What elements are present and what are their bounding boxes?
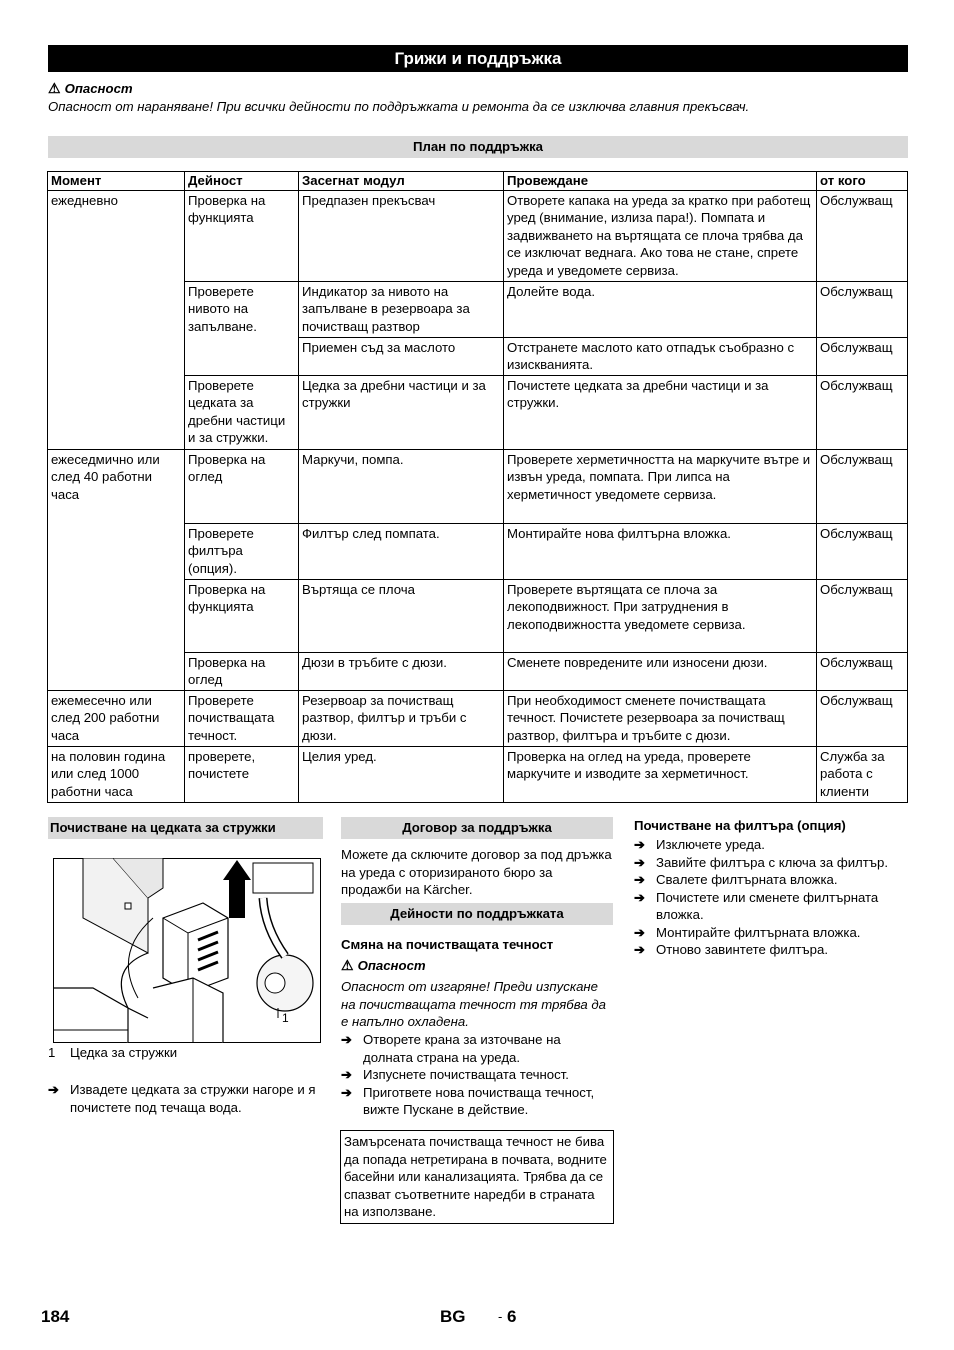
- page-number: 184: [41, 1307, 70, 1326]
- step-text: Отворете крана за източване на долната страна на уреда.: [363, 1032, 561, 1065]
- table-cell-moment: ежемесечно или след 200 работни часа: [48, 690, 185, 746]
- danger-text: Опасност от нараняване! При всички дейности по поддръжката и ремонта да се изключва главния прекъсвач.: [48, 98, 750, 114]
- table-cell-who: Обслужващ: [817, 579, 908, 652]
- strainer-illustration: [53, 858, 321, 1043]
- arrow-icon: ➔: [634, 889, 646, 905]
- contract-title: Договор за поддръжка: [341, 817, 613, 839]
- step-text: Свалете филтърната вложка.: [656, 872, 838, 887]
- danger-title: Опасност: [357, 958, 426, 973]
- strainer-cleaning-title: Почистване на цедката за стружки: [48, 817, 323, 839]
- table-cell-module: Цедка за дребни частици и за стружки: [299, 375, 504, 449]
- table-cell-module: Въртяща се плоча: [299, 579, 504, 652]
- step-text: Отново завинтете филтъра.: [656, 942, 829, 957]
- column-header: Дейност: [185, 172, 299, 191]
- danger-title: Опасност: [64, 81, 133, 96]
- table-cell-who: Обслужващ: [817, 375, 908, 449]
- table-cell-who: Обслужващ: [817, 690, 908, 746]
- table-row: [48, 190, 908, 281]
- table-row: [48, 690, 908, 746]
- step-text: Изключете уреда.: [656, 837, 765, 852]
- step-item: [634, 854, 909, 872]
- step-item: [634, 871, 909, 889]
- table-cell-module: Маркучи, помпа.: [299, 449, 504, 523]
- plan-title: План по поддръжка: [48, 136, 908, 158]
- arrow-icon: ➔: [341, 1032, 353, 1047]
- step-text: Извадете цедката за стружки нагоре и я почистете под течаща вода.: [70, 1082, 316, 1115]
- step-item: [341, 1084, 613, 1119]
- table-cell-activity: Проверете нивото на запълване.: [185, 281, 299, 375]
- section-title: Грижи и поддръжка: [48, 45, 908, 72]
- caption-number: 1: [48, 1045, 56, 1060]
- step-item: [634, 941, 909, 959]
- table-cell-activity: Проверка на функцията: [185, 579, 299, 652]
- step-text: Завийте филтъра с ключа за филтър.: [656, 854, 889, 870]
- table-cell-module: Приемен съд за маслото: [299, 337, 504, 375]
- table-cell-who: Обслужващ: [817, 337, 908, 375]
- table-cell-action: Проверете херметичността на маркучите вътре и извън уреда, помпата. При липса на херметичност уведомете сервиза.: [504, 449, 817, 523]
- table-cell-activity: Проверете почистващата течност.: [185, 690, 299, 746]
- arrow-icon: ➔: [634, 942, 646, 957]
- step-item: [634, 889, 909, 924]
- column-header: Момент: [48, 172, 185, 191]
- table-cell-action: Монтирайте нова филтърна вложка.: [504, 523, 817, 579]
- step-item: [634, 924, 909, 942]
- table-cell-who: Обслужващ: [817, 190, 908, 281]
- table-cell-action: Отворете капака на уреда за кратко при работещ уред (внимание, излиза пара!). Помпата и задвижването на въртящата се плоча трябва да се изключат веднага. Ако това не стане, спрете уреда и уведомете сервиза.: [504, 190, 817, 281]
- table-cell-module: Целия уред.: [299, 746, 504, 802]
- footer-separator: -: [498, 1309, 503, 1324]
- table-cell-who: Обслужващ: [817, 652, 908, 690]
- table-cell-activity: Проверете филтъра (опция).: [185, 523, 299, 579]
- environment-note-text: Замърсената почистваща течност не бива да попада нетретирана в почвата, водните басейни или канализацията. Трябва да се спазват съответните наредби в страната на използване.: [344, 1134, 607, 1219]
- table-cell-action: Проверете въртящата се плоча за лекоподвижност. При затруднения в лекоподвижността уведомете сервиза.: [504, 579, 817, 652]
- table-cell-moment: на половин година или след 1000 работни часа: [48, 746, 185, 802]
- caption-text: Цедка за стружки: [70, 1045, 178, 1060]
- step-item: [341, 1031, 613, 1066]
- table-cell-action: Отстранете маслото като отпадък съобразно с изискванията.: [504, 337, 817, 375]
- arrow-icon: ➔: [341, 1067, 353, 1082]
- arrow-icon: ➔: [634, 872, 646, 887]
- change-fluid-title: Смяна на почистващата течност: [341, 937, 554, 952]
- table-header-row: [48, 172, 908, 191]
- change-fluid-steps: [341, 1031, 613, 1119]
- contract-text: Можете да сключите договор за под дръжка на уреда с оторизираното бюро за продажби на Kärcher.: [341, 847, 612, 897]
- table-cell-activity: проверете, почистете: [185, 746, 299, 802]
- warning-icon: ⚠: [48, 80, 61, 96]
- table-cell-activity: Проверка на функцията: [185, 190, 299, 281]
- table-cell-activity: Проверка на оглед: [185, 449, 299, 523]
- step-text: Изпуснете почистващата течност.: [363, 1067, 569, 1082]
- arrow-icon: ➔: [48, 1082, 60, 1097]
- activities-title: Дейности по поддръжката: [341, 903, 613, 925]
- sub-page-number: 6: [507, 1307, 517, 1326]
- table-cell-moment: ежеседмично или след 40 работни часа: [48, 449, 185, 690]
- strainer-figure: [53, 858, 321, 1043]
- table-cell-action: Сменете повредените или износени дюзи.: [504, 652, 817, 690]
- arrow-icon: ➔: [634, 924, 646, 940]
- table-cell-module: Дюзи в тръбите с дюзи.: [299, 652, 504, 690]
- maintenance-plan-table: [47, 171, 908, 803]
- table-cell-moment: ежедневно: [48, 190, 185, 449]
- arrow-icon: ➔: [341, 1084, 353, 1100]
- danger-text: Опасност от изгаряне! Преди изпускане на почистващата течност тя трябва да е напълно охладена.: [341, 979, 606, 1029]
- column-header: Провеждане: [504, 172, 817, 191]
- table-cell-who: Обслужващ: [817, 281, 908, 337]
- warning-icon: ⚠: [341, 957, 354, 973]
- table-cell-module: Резервоар за почистващ разтвор, филтър и тръби с дюзи.: [299, 690, 504, 746]
- table-cell-who: Обслужващ: [817, 449, 908, 523]
- step-text: Монтирайте филтърната вложка.: [656, 924, 861, 940]
- table-cell-module: Индикатор за нивото на запълване в резервоара за почистващ разтвор: [299, 281, 504, 337]
- danger-notice-2: [341, 957, 613, 975]
- table-cell-who: Обслужващ: [817, 523, 908, 579]
- table-cell-activity: Проверка на оглед: [185, 652, 299, 690]
- table-cell-action: Долейте вода.: [504, 281, 817, 337]
- table-cell-module: Предпазен прекъсвач: [299, 190, 504, 281]
- table-cell-action: Почистете цедката за дребни частици и за стружки.: [504, 375, 817, 449]
- table-cell-module: Филтър след помпата.: [299, 523, 504, 579]
- step-item: [341, 1066, 613, 1084]
- column-header: Засегнат модул: [299, 172, 504, 191]
- table-cell-who: Служба за работа с клиенти: [817, 746, 908, 802]
- table-row: [48, 449, 908, 523]
- step-item: [634, 836, 909, 854]
- step-item: [48, 1081, 323, 1116]
- step-text: Пригответе нова почистваща течност, вижте Пускане в действие.: [363, 1084, 595, 1117]
- arrow-icon: ➔: [634, 854, 646, 870]
- figure-caption: [48, 1044, 323, 1062]
- table-cell-action: Проверка на оглед на уреда, проверете маркучите и изводите за херметичност.: [504, 746, 817, 802]
- column-header: от кого: [817, 172, 908, 191]
- table-row: [48, 746, 908, 802]
- language-code: BG: [440, 1307, 466, 1326]
- filter-steps: [634, 836, 909, 959]
- filter-cleaning-title: Почистване на филтъра (опция): [634, 818, 846, 833]
- danger-notice: [48, 80, 908, 115]
- figure-callout: 1: [282, 1011, 289, 1025]
- table-cell-action: При необходимост сменете почистващата течност. Почистете резервоара за почистващ разтвор, филтъра и тръбите с дюзи.: [504, 690, 817, 746]
- step-text: Почистете или сменете филтърната вложка.: [656, 889, 879, 922]
- environment-note-box: [340, 1130, 614, 1224]
- table-cell-activity: Проверете цедката за дребни частици и за стружки.: [185, 375, 299, 449]
- arrow-icon: ➔: [634, 837, 646, 852]
